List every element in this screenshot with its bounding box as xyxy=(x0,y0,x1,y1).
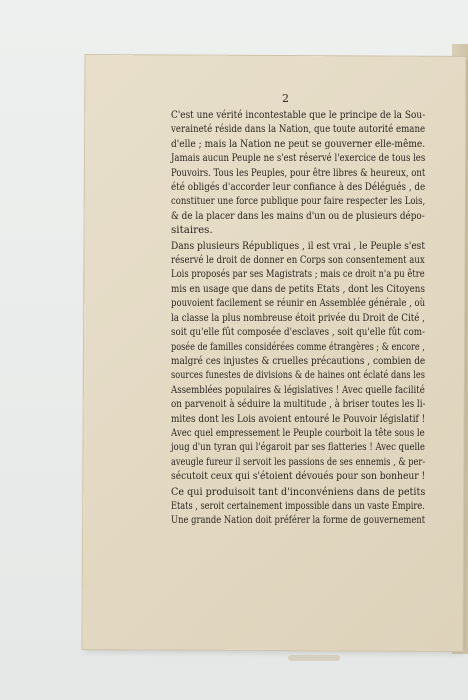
text-line: C'est une vérité incontestable que le principe de la Sou- xyxy=(171,109,426,121)
text-line: posée de familles considérées comme étrangères ; & encore , xyxy=(171,340,425,353)
text-line: & de la placer dans les mains d'un ou de plusieurs dépo- xyxy=(171,209,425,222)
text-line: Etats , seroit certainement impossible dans un vaste Empire. xyxy=(171,499,425,512)
text-line: mis en usage que dans de petits Etats , dont les Citoyens xyxy=(171,282,425,295)
paragraph-2 xyxy=(171,239,425,484)
text-line: constituer une force publique pour faire respecter les Lois, xyxy=(171,195,426,208)
text-line: Ce qui produisoit tant d'inconvéniens dans de petits xyxy=(171,485,426,498)
text-line: sitaires. xyxy=(171,224,213,237)
text-line: sources funestes de divisions & de haines ont éclaté dans les xyxy=(171,369,425,382)
text-line: mites dont les Lois avoient entouré le Pouvoir législatif ! xyxy=(171,412,426,425)
text-line: Dans plusieurs Républiques , il est vrai , le Peuple s'est xyxy=(171,239,425,252)
text-line: pouvoient facilement se réunir en Assemblée générale , où xyxy=(171,297,426,310)
text-line: Jamais aucun Peuple ne s'est réservé l'exercice de tous les xyxy=(171,152,426,165)
text-line: aveugle fureur il servoit les passions de ses ennemis , & per- xyxy=(171,455,426,468)
text-line: Avec quel empressement le Peuple courboit la tête sous le xyxy=(171,426,425,439)
text-line: Assemblées populaires & législatives ! Avec quelle facilité xyxy=(171,383,425,396)
page-number: 2 xyxy=(282,92,289,105)
text-line: réservé le droit de donner en Corps son consentement aux xyxy=(171,254,425,267)
body-text xyxy=(171,108,425,528)
text-line: Une grande Nation doit préférer la forme de gouvernement xyxy=(171,514,426,527)
text-line: Lois proposés par ses Magistrats ; mais ce droit n'a pu être xyxy=(171,268,425,281)
text-line: sécutoit ceux qui s'étoient dévoués pour son bonheur ! xyxy=(171,470,426,483)
text-line: Pouvoirs. Tous les Peuples, pour être libres & heureux, ont xyxy=(171,166,426,179)
paragraph-1 xyxy=(171,108,425,238)
text-line: la classe la plus nombreuse étoit privée du Droit de Cité , xyxy=(171,311,425,324)
paper-fiber xyxy=(288,655,340,661)
text-line: été obligés d'accorder leur confiance à des Délégués , de xyxy=(171,181,426,194)
text-line: soit qu'elle fût composée d'esclaves , soit qu'elle fût com- xyxy=(171,326,425,339)
text-line: on parvenoit à séduire la multitude , à briser toutes les li- xyxy=(171,398,426,411)
paragraph-3 xyxy=(171,485,425,528)
text-line: malgré ces injustes & cruelles précautions , combien de xyxy=(171,354,426,367)
text-line: d'elle ; mais la Nation ne peut se gouverner elle-même. xyxy=(171,137,426,150)
text-line: veraineté réside dans la Nation, que toute autorité emane xyxy=(171,123,426,136)
text-line: joug d'un tyran qui l'égaroit par ses flatteries ! Avec quelle xyxy=(171,441,425,454)
